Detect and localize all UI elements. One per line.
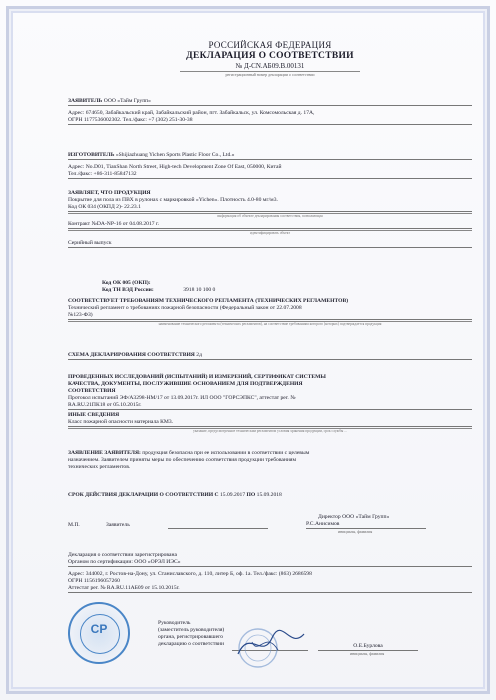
contract-line: Контракт №DA-NP-16 от 04.08.2017 г. (68, 221, 472, 229)
tnved-code-label: Код ТН ВЭД России: (102, 286, 154, 293)
declares-label: ЗАЯВЛЯЕТ, ЧТО ПРОДУКЦИЯ (68, 190, 151, 196)
validity-to-label: ПО (246, 492, 256, 498)
validity-to: 15.09.2018 (256, 492, 282, 498)
research-protocol-2: RA.RU.21ПК18 от 05.10.2015г. (68, 402, 472, 410)
registrar-role-1: Руководитель (158, 620, 191, 626)
statement-text-1: продукция безопасна при ее использовании в соответствии с целевым (142, 450, 310, 456)
registration-org: Органом по сертификации: ООО «ОРЭЛ ИЭС» (68, 559, 472, 567)
conformity-heading: СООТВЕТСТВУЕТ ТРЕБОВАНИЯМ ТЕХНИЧЕСКОГО РЕГЛАМЕНТА (ТЕХНИЧЕСКИХ РЕГЛАМЕНТОВ) (68, 298, 349, 304)
statement-section (68, 450, 472, 471)
product-section (68, 190, 472, 248)
registrar-role-2: (заместитель руководителя) (158, 627, 225, 633)
manufacturer-phone: Тел./факс: +86-311-85847132 (68, 171, 472, 179)
validity-from-label: С (214, 492, 219, 498)
registrar-name: О.Е.Бурлова (318, 643, 418, 651)
scheme-section (68, 352, 472, 360)
applicant-signature-line (168, 528, 268, 529)
applicant-name: ООО «Тайм Групп» (103, 98, 151, 104)
conformity-section (68, 298, 472, 327)
declaration-title: ДЕКЛАРАЦИЯ О СООТВЕТСТВИИ (186, 51, 354, 61)
registrar-name-note: инициалы, фамилия (350, 651, 385, 656)
applicant-label: ЗАЯВИТЕЛЬ (68, 98, 103, 104)
manufacturer-section (68, 152, 472, 179)
product-note2: идентифицировать объект (68, 230, 472, 236)
statement-label: ЗАЯВЛЕНИЕ ЗАЯВИТЕЛЯ: (68, 450, 141, 456)
tnved-code-value: 3918 10 100 0 (183, 286, 216, 293)
conformity-text-1: Технический регламент о требованиях пожарной безопасности (Федеральный закон от 22.07.2008 (68, 304, 302, 311)
manufacturer-name: «Shijiazhuang Yichen Sports Plastic Floor Co., Ltd.» (115, 152, 235, 158)
applicant-role: Заявитель (106, 522, 130, 528)
research-heading-1: ПРОВЕДЕННЫХ ИССЛЕДОВАНИЙ (ИСПЫТАНИЙ) И ИЗМЕРЕНИЙ, СЕРТИФИКАТ СИСТЕМЫ (68, 374, 326, 380)
round-seal-stamp (68, 602, 130, 664)
other-info-note: указание, предусмотренное техническим регламентом условия хранения продукции, срок службы ... (68, 428, 472, 434)
statement-text-3: технических регламентов. (68, 463, 131, 470)
other-info-section (68, 412, 472, 434)
product-note: информация об объекте декларирования соответствия, позволяющая (68, 213, 472, 219)
other-info-text: Класс пожарной опасности материала КМ3. (68, 419, 472, 427)
validity-from: 15.09.2017 (219, 492, 246, 498)
registration-section (68, 552, 472, 593)
registration-accreditation: Аттестат рег. № RA.RU.11АБ09 от 15.10.2015г. (68, 585, 472, 593)
validity-section (68, 492, 472, 499)
registration-address-2: ОГРН 1156196057260 (68, 577, 120, 584)
manufacturer-address: Адрес: No.D01, TianShan North Street, High-tech Development Zone Of East, 050000, Китай (68, 163, 282, 170)
registration-address-1: Адрес: 344002, г. Ростов-на-Дону, ул. Станиславского, д. 110, литер Б, оф. 1а. Тел./факс: (863) 2686598 (68, 570, 312, 577)
number-note: регистрационный номер декларации о соответствии (180, 71, 360, 77)
country-title: РОССИЙСКАЯ ФЕДЕРАЦИЯ (208, 40, 332, 50)
applicant-address: Адрес: 674650, Забайкальский край, Забайкальский район, пгт. Забайкальск, ул. Комсомольская д. 17А, (68, 109, 315, 116)
scheme-value: 2д (196, 352, 202, 358)
applicant-director: Директор ООО «Тайм Групп» (318, 514, 390, 520)
okp-code-label: Код ОК 005 (ОКП): (102, 280, 151, 286)
registrar-role-4: декларацию о соответствии (158, 641, 224, 647)
serial-release: Серийный выпуск (68, 240, 472, 248)
research-protocol-1: Протокол испытаний ЭФ/А3298-НМ/17 от 13.09.2017г. ИЛ ООО "ГОРСЭПКС", аттестат рег. № (68, 394, 296, 401)
declaration-number: № Д-CN.АБ09.В.00131 (235, 62, 305, 70)
validity-label: СРОК ДЕЙСТВИЯ ДЕКЛАРАЦИИ О СООТВЕТСТВИИ (68, 492, 214, 498)
applicant-ogrn: ОГРН 1177536002302. Тел./факс: +7 (302) 251-30-38 (68, 117, 472, 125)
applicant-section (68, 98, 472, 125)
registration-title: Декларация о соответствии зарегистрирована (68, 552, 177, 558)
seal-symbol: СР (90, 622, 108, 636)
mp-label: М.П. (68, 522, 80, 528)
applicant-name-note: инициалы, фамилия (338, 529, 373, 534)
statement-text-2: назначением. Заявителем приняты меры по обеспечению соответствия продукции требованиям (68, 456, 296, 463)
research-section (68, 374, 472, 410)
conformity-note: наименование технического регламента (технических регламентов), на соответствие требованиям которого (которых) подтверждается продукция (68, 321, 472, 327)
document-header (68, 40, 472, 77)
registrar-role-3: органа, регистрировавшего (158, 634, 224, 640)
research-heading-2: КАЧЕСТВА, ДОКУМЕНТЫ, ПОСЛУЖИВШИЕ ОСНОВАНИЕМ ДЛЯ ПОДТВЕРЖДЕНИЯ (68, 380, 303, 387)
applicant-signature-block (68, 514, 472, 546)
research-heading-3: СООТВЕТСТВИЯ (68, 387, 116, 394)
codes-section (68, 280, 472, 294)
conformity-text-2: №123-ФЗ) (68, 312, 472, 320)
scheme-label: СХЕМА ДЕКЛАРИРОВАНИЯ СООТВЕТСТВИЯ (68, 352, 195, 358)
applicant-signer-name: Р.С.Анисимов (306, 521, 426, 529)
manufacturer-label: ИЗГОТОВИТЕЛЬ (68, 152, 115, 158)
product-description: Покрытие для пола из ПВХ в рулонах с маркировкой «Yichen». Плотность 4.0-80 мг/м3. (68, 196, 278, 203)
other-info-label: ИНЫЕ СВЕДЕНИЯ (68, 412, 120, 418)
product-code: Код ОК 034 (ОКПД 2)- 22.23.1 (68, 204, 472, 212)
handwritten-signature (232, 620, 312, 670)
